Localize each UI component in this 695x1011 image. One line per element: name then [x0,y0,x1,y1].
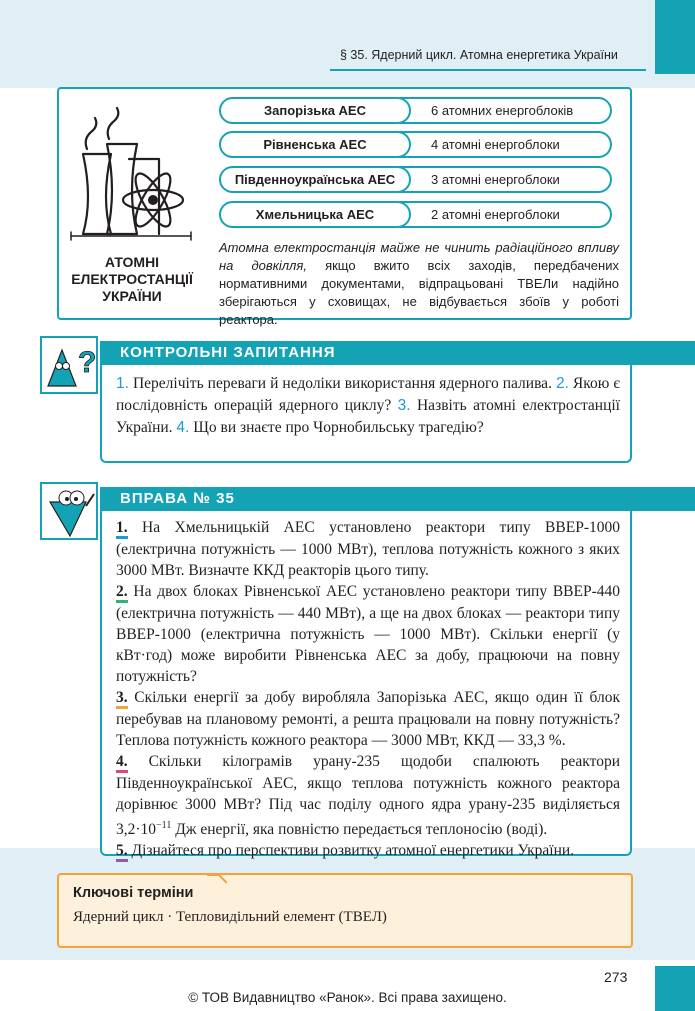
question-text: Перелічіть переваги й недоліки використання ядерного палива. [128,375,556,392]
station-row [219,166,614,193]
svg-text:?: ? [78,346,97,379]
station-name: Запорізька АЕС [219,97,411,124]
exercise-item [116,581,620,687]
key-terms-title: Ключові терміни [73,885,194,901]
exercise-number: 3. [116,690,128,709]
exercise-text: Скільки енергії за добу виробляла Запорізька АЕС, якщо один її блок перебував на плановому ремонті, а решта працювали на повну потужність? Теплова потужність кожного реактора — 3000 МВт, ККД — 33,3 %. [116,689,620,749]
question-text: Назвіть атомні електростанції України. [116,397,620,436]
exercise-header: ВПРАВА № 35 [100,487,695,511]
question-text: Що ви знаєте про Чорнобильську трагедію? [189,419,484,436]
station-units: 6 атомних енергоблоків [399,97,612,124]
exercise-number: 1. [116,520,128,539]
npp-info-box [57,87,632,327]
exercise-box [100,511,632,860]
exercise-number: 5. [116,843,128,862]
station-row [219,97,614,124]
info-note [219,239,619,329]
running-head: § 35. Ядерний цикл. Атомна енергетика України [340,48,618,62]
station-units: 3 атомні енергоблоки [399,166,612,193]
questions-text [102,365,630,439]
questions-header: КОНТРОЛЬНІ ЗАПИТАННЯ [100,341,695,365]
exercise-text: На двох блоках Рівненської АЕС установлено реактори типу ВВЕР-440 (електрична потужність — 440 МВт), а ще на двох блоках — реактори типу ВВЕР-1000 (електрична потужність — 1000 МВт). Скільки енергії (у кВт·год) може виробити Рівненська АЕС за добу, працюючи на повну потужність? [116,583,620,685]
header-rule [330,69,646,71]
station-row [219,201,614,228]
question-number: 4. [176,419,190,436]
station-units: 4 атомні енергоблоки [399,131,612,158]
exercise-text: Скільки кілограмів урану-235 щодоби спалюють реактори Південноукраїнської АЕС, якщо теплова потужність кожного реактора дорівнює 3000 МВт? Під час поділу одного ядра урану-235 виділяється 3,2·10 [116,753,620,839]
header-band [0,0,695,88]
exercise-text: Дж енергії, яка повністю передається теплоносію (воді). [171,821,548,839]
question-mascot-icon [40,336,98,394]
station-name: Південноукраїнська АЕС [219,166,411,193]
exercise-item [116,687,620,751]
info-note-italic: Атомна електростанція майже не чинить радіаційного впливу на довкілля, [219,240,619,273]
exercise-text: Дізнайтеся про перспективи розвитку атомної енергетики України. [127,842,575,860]
question-text: Якою є послідовність операцій ядерного циклу? [116,375,620,414]
key-terms-list: Ядерний цикл · Тепловидільний елемент (ТВЕЛ) [73,909,387,925]
header-tab [655,0,695,74]
exercise-number: 4. [116,754,128,773]
station-name: Рівненська АЕС [219,131,411,158]
questions-box [100,365,632,463]
question-number: 2. [555,375,569,392]
exercise-item [116,517,620,581]
question-number: 1. [116,375,129,392]
station-row [219,131,614,158]
info-title: АТОМНІ ЕЛЕКТРОСТАНЦІЇ УКРАЇНИ [71,254,193,304]
exercise-mascot-icon [40,482,98,540]
key-terms-box [57,873,633,948]
page-number: 273 [604,969,628,985]
copyright: © ТОВ Видавництво «Ранок». Всі права захищено. [188,990,507,1005]
info-note-text: якщо вжито всіх заходів, передбачених нормативними документами, відпрацьовані ТВЕЛи надійно зберігаються у сховищах, не відбувається збоїв у роботі реактора. [219,258,619,327]
exercise-number: 2. [116,584,128,603]
exercise-list [102,511,630,862]
exponent: −11 [156,820,172,831]
station-units: 2 атомні енергоблоки [399,201,612,228]
exercise-item [116,840,620,862]
exercise-text: На Хмельницькій АЕС установлено реактори типу ВВЕР-1000 (електрична потужність — 1000 МВт), теплова потужність кожного з яких 3000 МВт. Визначте ККД реакторів цього типу. [116,519,620,579]
exercise-item [116,751,620,840]
nuclear-plant-icon [69,104,199,249]
station-name: Хмельницька АЕС [219,201,411,228]
question-number: 3. [397,397,411,414]
